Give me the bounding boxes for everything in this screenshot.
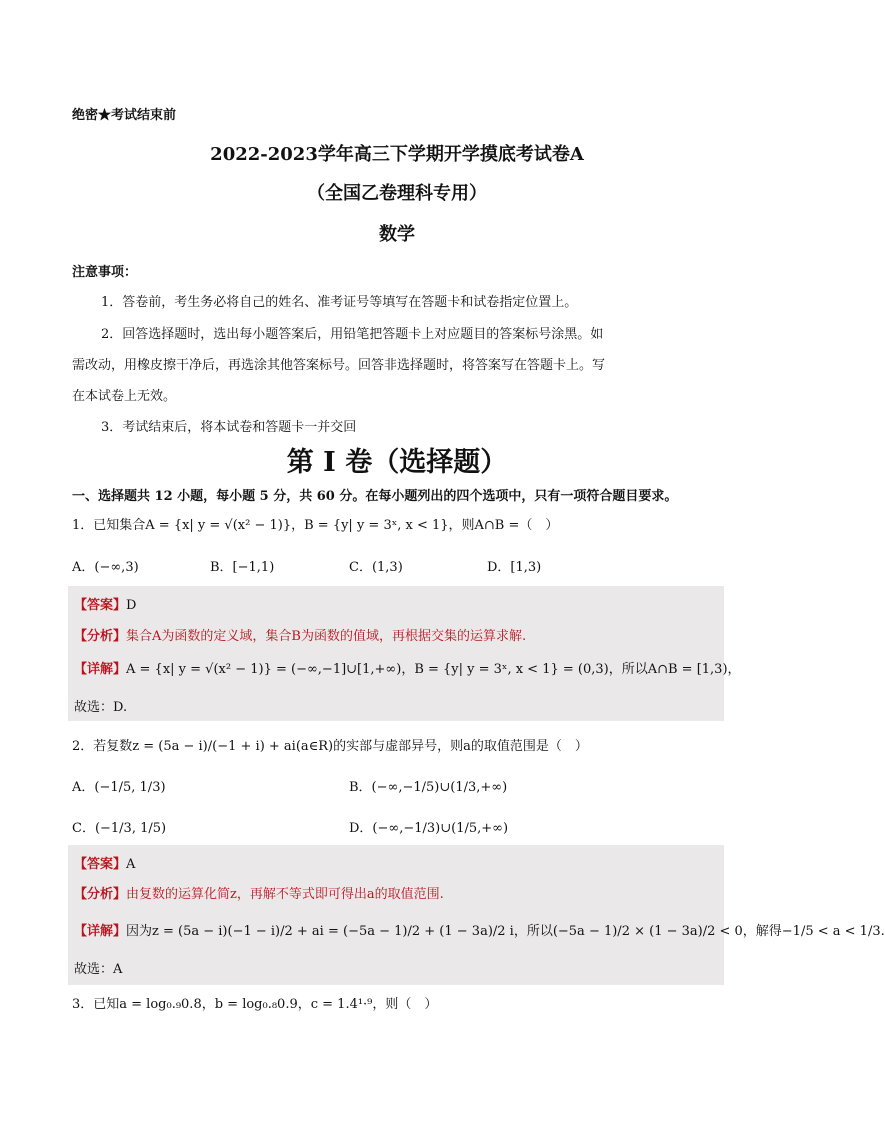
q3-stem: 3．已知a = log₀.₉0.8，b = log₀.₈0.9，c = 1.4¹·⁹，则（ ） bbox=[72, 997, 438, 1012]
q1-option-b: B．[−1,1) bbox=[210, 560, 275, 575]
q2-option-d: D．(−∞,−1/3)∪(1/5,+∞) bbox=[349, 821, 509, 836]
q1-option-d: D．[1,3) bbox=[487, 560, 542, 575]
q1-stem: 1．已知集合A = {x| y = √(x² − 1)}，B = {y| y = 3ˣ, x < 1}，则A∩B =（ ） bbox=[72, 518, 559, 533]
q1-conclusion: 故选：D. bbox=[74, 700, 128, 715]
exam-title: 2022-2023学年高三下学期开学摸底考试卷A bbox=[210, 144, 584, 165]
q2-analysis-text: 由复数的运算化简z，再解不等式即可得出a的取值范围. bbox=[126, 887, 444, 902]
notice-item-3: 3．考试结束后，将本试卷和答题卡一并交回 bbox=[101, 420, 357, 435]
q1-analysis bbox=[74, 625, 526, 644]
notice-heading: 注意事项： bbox=[72, 265, 138, 280]
q2-answer-tag: 【答案】 bbox=[74, 857, 127, 872]
q2-analysis bbox=[74, 883, 444, 902]
q2-option-c: C．(−1/3, 1/5) bbox=[72, 821, 167, 836]
notice-item-2-line1: 2．回答选择题时，选出每小题答案后，用铅笔把答题卡上对应题目的答案标号涂黑。如 bbox=[101, 327, 604, 342]
q2-option-a: A．(−1/5, 1/3) bbox=[72, 780, 166, 795]
q1-option-a: A．(−∞,3) bbox=[72, 560, 139, 575]
notice-item-1: 1．答卷前，考生务必将自己的姓名、准考证号等填写在答题卡和试卷指定位置上。 bbox=[101, 295, 578, 310]
q2-answer bbox=[74, 853, 135, 872]
exam-subject: 数学 bbox=[379, 224, 415, 245]
q1-detail-text: A = {x| y = √(x² − 1)} = (−∞,−1]∪[1,+∞)，B = {y| y = 3ˣ, x < 1} = (0,3)，所以A∩B = [1,3)， bbox=[126, 662, 741, 677]
q1-answer bbox=[74, 594, 136, 613]
q1-detail bbox=[74, 658, 741, 677]
q2-detail-text: 因为z = (5a − i)(−1 − i)/2 + ai = (−5a − 1)/2 + (1 − 3a)/2 i，所以(−5a − 1)/2 × (1 − 3a)/2 < 0，解得−1/5 < a < 1/3. bbox=[126, 924, 885, 939]
q1-detail-tag: 【详解】 bbox=[74, 662, 127, 677]
q2-detail bbox=[74, 920, 885, 939]
q1-answer-tag: 【答案】 bbox=[74, 598, 127, 613]
notice-item-2-line3: 在本试卷上无效。 bbox=[72, 389, 177, 404]
q2-answer-value: A bbox=[126, 857, 136, 872]
q2-option-b: B．(−∞,−1/5)∪(1/3,+∞) bbox=[349, 780, 508, 795]
exam-subtitle: （全国乙卷理科专用） bbox=[307, 183, 487, 204]
q1-solution-box bbox=[68, 586, 741, 721]
q1-analysis-tag: 【分析】 bbox=[74, 629, 127, 644]
secret-label: 绝密★考试结束前 bbox=[72, 108, 177, 123]
q2-solution-box bbox=[68, 845, 885, 985]
q1-analysis-text: 集合A为函数的定义域，集合B为函数的值域，再根据交集的运算求解. bbox=[126, 629, 527, 644]
q2-stem: 2．若复数z = (5a − i)/(−1 + i) + ai(a∈R)的实部与虚部异号，则a的取值范围是（ ） bbox=[72, 739, 588, 754]
q1-option-c: C．(1,3) bbox=[349, 560, 403, 575]
section-description: 一、选择题共 12 小题，每小题 5 分，共 60 分。在每小题列出的四个选项中，只有一项符合题目要求。 bbox=[72, 489, 678, 504]
section-title: 第 I 卷（选择题） bbox=[286, 447, 508, 478]
notice-item-2-line2: 需改动，用橡皮擦干净后，再选涂其他答案标号。回答非选择题时，将答案写在答题卡上。写 bbox=[72, 358, 606, 373]
q1-answer-value: D bbox=[126, 598, 137, 613]
q2-analysis-tag: 【分析】 bbox=[74, 887, 127, 902]
q2-conclusion: 故选：A bbox=[74, 962, 123, 977]
q2-detail-tag: 【详解】 bbox=[74, 924, 127, 939]
